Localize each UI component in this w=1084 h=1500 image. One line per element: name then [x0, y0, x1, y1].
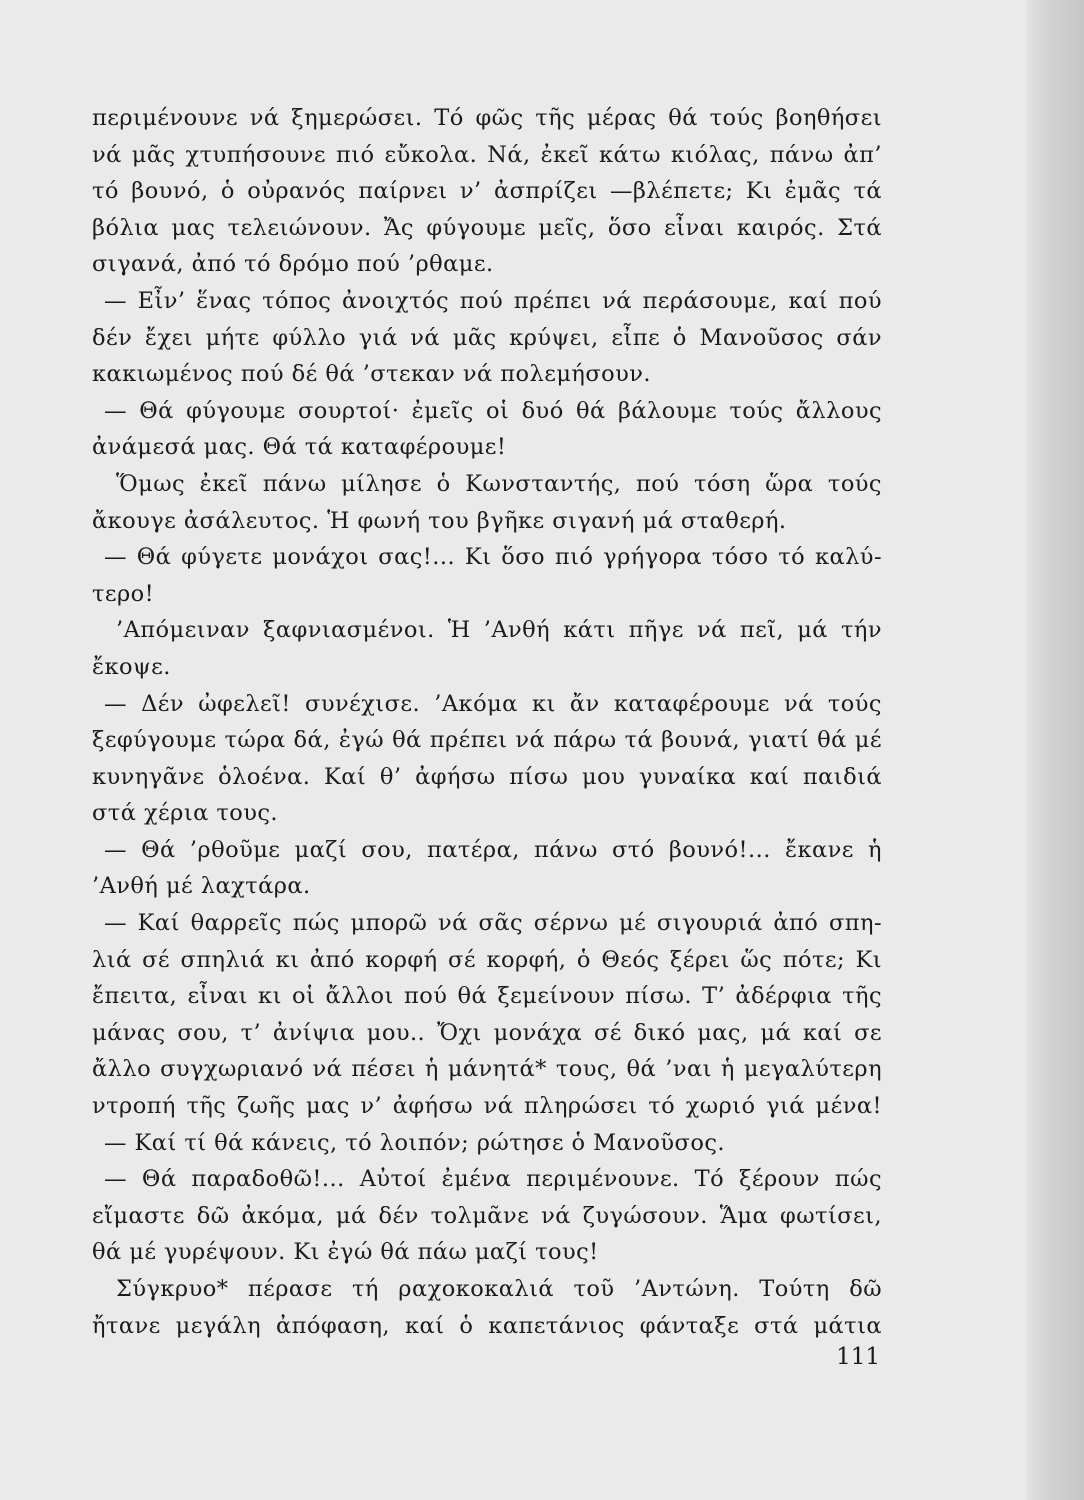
- text-line: ἔπειτα, εἶναι κι οἱ ἄλλοι πού θά ξεμείνουν πίσω. Τ’ ἀδέρφια τῆς: [92, 983, 882, 1010]
- text-line: ἤτανε μεγάλη ἀπόφαση, καί ὁ καπετάνιος φάνταξε στά μάτια: [92, 1312, 882, 1339]
- text-line: εἴμαστε δῶ ἀκόμα, μά δέν τολμᾶνε νά ζυγώσουν. Ἅμα φωτίσει,: [92, 1202, 882, 1229]
- text-line: στά χέρια τους.: [92, 800, 279, 827]
- text-line: — Καί τί θά κάνεις, τό λοιπόν; ρώτησε ὁ Μανοῦσος.: [104, 1129, 725, 1156]
- text-line: λιά σέ σπηλιά κι ἀπό κορφή σέ κορφή, ὁ Θεός ξέρει ὥς πότε; Κι: [92, 946, 882, 973]
- text-line: κακιωμένος πού δέ θά ’στεκαν νά πολεμήσουν.: [92, 361, 651, 388]
- text-line: τερο!: [92, 580, 155, 607]
- text-line: — Θά φύγουμε σουρτοί· ἐμεῖς οἱ δυό θά βάλουμε τούς ἄλλους: [104, 397, 882, 424]
- text-line: σιγανά, ἀπό τό δρόμο πού ’ρθαμε.: [92, 251, 494, 278]
- text-line: ’Ανθή μέ λαχτάρα.: [92, 873, 311, 900]
- text-line: — Καί θαρρεῖς πώς μπορῶ νά σᾶς σέρνω μέ σιγουριά ἀπό σπη-: [104, 910, 882, 937]
- text-line: — Θά φύγετε μονάχοι σας!... Κι ὅσο πιό γρήγορα τόσο τό καλύ-: [104, 544, 882, 571]
- text-line: ’Απόμειναν ξαφνιασμένοι. Ἡ ’Ανθή κάτι πῆγε νά πεῖ, μά τήν: [116, 617, 882, 644]
- text-line: ἄκουγε ἀσάλευτος. Ἡ φωνή του βγῆκε σιγανή μά σταθερή.: [92, 507, 787, 534]
- text-line: — Δέν ὠφελεῖ! συνέχισε. ’Ακόμα κι ἄν καταφέρουμε νά τούς: [104, 690, 882, 717]
- page-edge-shadow: [1026, 0, 1084, 1500]
- text-line: κυνηγᾶνε ὁλοένα. Καί θ’ ἀφήσω πίσω μου γυναίκα καί παιδιά: [92, 763, 882, 790]
- text-line: δέν ἔχει μήτε φύλλο γιά νά μᾶς κρύψει, εἶπε ὁ Μανοῦσος σάν: [92, 324, 882, 351]
- page-number: 111: [836, 1344, 880, 1370]
- text-line: ντροπή τῆς ζωῆς μας ν’ ἀφήσω νά πληρώσει τό χωριό γιά μένα!: [92, 1093, 882, 1120]
- text-line: Ὅμως ἐκεῖ πάνω μίλησε ὁ Κωνσταντής, πού τόση ὥρα τούς: [116, 470, 882, 497]
- text-line: ξεφύγουμε τώρα δά, ἐγώ θά πρέπει νά πάρω τά βουνά, γιατί θά μέ: [92, 727, 882, 754]
- text-line: ἄλλο συγχωριανό νά πέσει ἡ μάνητά* τους, θά ’ναι ἡ μεγαλύτερη: [92, 1056, 882, 1083]
- text-line: νά μᾶς χτυπήσουνε πιό εὔκολα. Νά, ἐκεῖ κάτω κιόλας, πάνω ἀπ’: [92, 141, 882, 168]
- text-line: μάνας σου, τ’ ἀνίψια μου.. Ὄχι μονάχα σέ δικό μας, μά καί σε: [92, 1019, 882, 1046]
- text-line: — Εἶν’ ἕνας τόπος ἀνοιχτός πού πρέπει νά περάσουμε, καί πού: [104, 287, 882, 314]
- text-line: — Θά παραδοθῶ!... Αὐτοί ἐμένα περιμένουνε. Τό ξέρουν πώς: [104, 1166, 882, 1193]
- text-line: — Θά ’ρθοῦμε μαζί σου, πατέρα, πάνω στό βουνό!... ἔκανε ἡ: [104, 836, 882, 863]
- text-line: θά μέ γυρέψουν. Κι ἐγώ θά πάω μαζί τους!: [92, 1239, 599, 1266]
- text-line: βόλια μας τελειώνουν. Ἄς φύγουμε μεῖς, ὅσο εἶναι καιρός. Στά: [92, 214, 882, 241]
- text-line: Σύγκρυο* πέρασε τή ραχοκοκαλιά τοῦ ’Αντώνη. Τούτη δῶ: [116, 1276, 882, 1302]
- text-line: ἔκοψε.: [92, 653, 171, 680]
- text-line: τό βουνό, ὁ οὐρανός παίρνει ν’ ἀσπρίζει —βλέπετε; Κι ἐμᾶς τά: [92, 178, 882, 205]
- text-line: ἀνάμεσά μας. Θά τά καταφέρουμε!: [92, 434, 507, 461]
- body-text: [92, 100, 882, 1344]
- text-line: περιμένουνε νά ξημερώσει. Τό φῶς τῆς μέρας θά τούς βοηθήσει: [92, 105, 882, 131]
